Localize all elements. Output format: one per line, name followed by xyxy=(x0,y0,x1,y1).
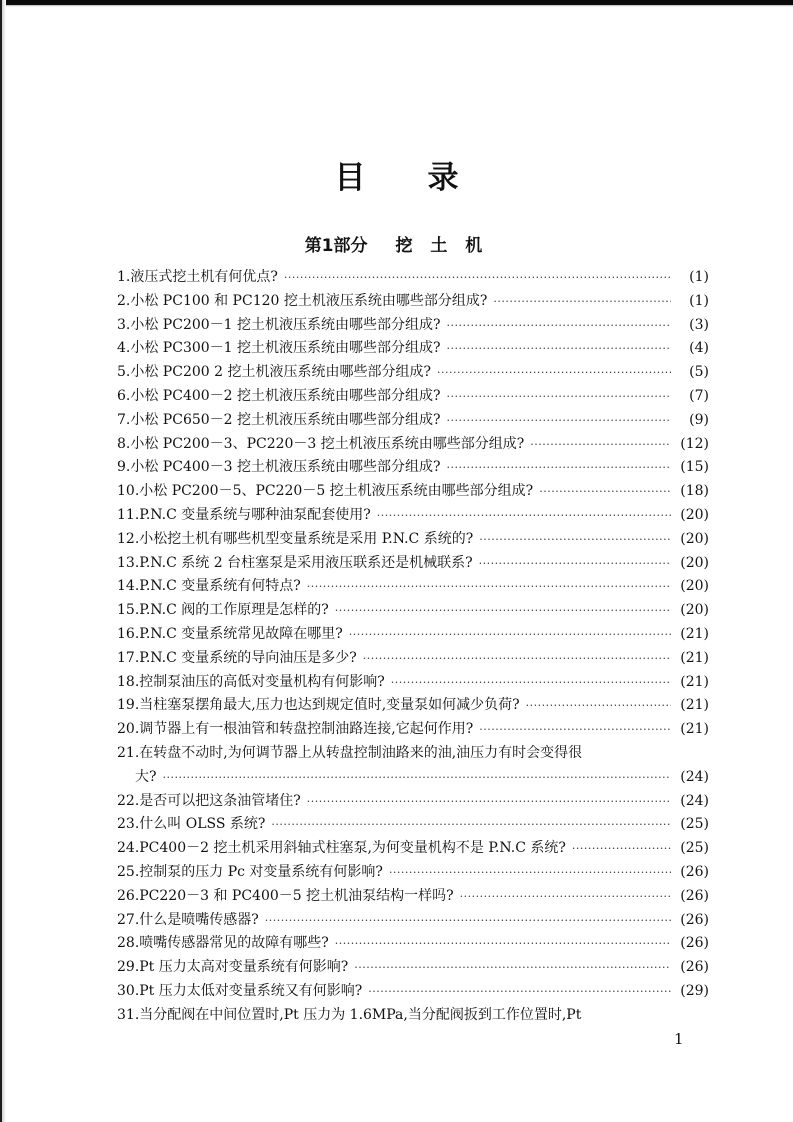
toc-entry-page: (24) xyxy=(680,768,709,785)
toc-entry-label: 25.控制泵的压力 Pc 对变量系统有何影响? xyxy=(117,863,383,880)
toc-entry[interactable] xyxy=(117,552,709,576)
toc-entry-label: 13.P.N.C 系统 2 台柱塞泵是采用液压联系还是机械联系? xyxy=(117,554,473,571)
toc-entry-page: (20) xyxy=(680,554,709,571)
dot-leader xyxy=(363,647,671,671)
toc-entry-page: (26) xyxy=(680,887,709,904)
toc-entry-label: 1.液压式挖土机有何优点? xyxy=(117,269,278,285)
toc-entry[interactable] xyxy=(117,623,709,647)
toc-entry-continuation[interactable] xyxy=(117,766,709,790)
dot-leader xyxy=(572,837,671,861)
toc-entry-page: (21) xyxy=(680,721,709,738)
toc-entry-page: (12) xyxy=(680,435,709,452)
toc-entry[interactable] xyxy=(117,337,709,361)
toc-entry-page: (25) xyxy=(680,816,709,833)
dot-leader xyxy=(493,290,671,314)
toc-entry[interactable] xyxy=(117,456,709,480)
dot-leader xyxy=(335,599,671,623)
toc-entry-label: 14.P.N.C 变量系统有何特点? xyxy=(117,578,301,595)
toc-entry-page: (26) xyxy=(680,863,709,880)
toc-entry[interactable] xyxy=(117,385,709,409)
dot-leader xyxy=(265,909,671,933)
toc-entry-page: (1) xyxy=(689,292,709,309)
toc-entry-label: 21.在转盘不动时,为何调节器上从转盘控制油路来的油,油压力有时会变得很 xyxy=(117,744,583,761)
toc-entry-label: 3.小松 PC200－1 挖土机液压系统由哪些部分组成? xyxy=(117,316,441,333)
dot-leader xyxy=(479,552,671,576)
toc-entry[interactable] xyxy=(117,885,709,909)
toc-entry-label: 11.P.N.C 变量系统与哪种油泵配套使用? xyxy=(117,506,371,523)
toc-entry-label: 大? xyxy=(135,768,157,785)
section-heading xyxy=(0,231,793,256)
toc-entry-page: (7) xyxy=(689,387,709,404)
toc-entry-label: 27.什么是喷嘴传感器? xyxy=(117,911,259,928)
toc-entry-page: (21) xyxy=(680,673,709,690)
dot-leader xyxy=(284,266,671,290)
scan-top-shadow xyxy=(6,5,793,7)
toc-entry-label: 8.小松 PC200－3、PC220－3 挖土机液压系统由哪些部分组成? xyxy=(117,435,525,452)
toc-entry[interactable] xyxy=(117,790,709,814)
toc-entry[interactable] xyxy=(117,575,709,599)
dot-leader xyxy=(349,623,671,647)
dot-leader xyxy=(163,766,671,790)
dot-leader xyxy=(447,409,671,433)
toc-entry-page: (20) xyxy=(680,506,709,523)
toc-entry-page: (26) xyxy=(680,935,709,952)
toc-entry-label: 18.控制泵油压的高低对变量机构有何影响? xyxy=(117,673,385,690)
section-part-label: 第1部分 xyxy=(304,236,368,256)
toc-entry-page: (21) xyxy=(680,625,709,642)
dot-leader xyxy=(271,813,671,837)
toc-entry[interactable] xyxy=(117,932,709,956)
toc-entry-page: (24) xyxy=(680,792,709,809)
page-number: 1 xyxy=(674,1030,684,1048)
toc-entry[interactable] xyxy=(117,290,709,314)
toc-entry[interactable] xyxy=(117,361,709,385)
toc-entry-label: 23.什么叫 OLSS 系统? xyxy=(117,816,266,833)
toc-entry-page: (5) xyxy=(689,364,709,381)
toc-entry-page: (15) xyxy=(680,459,709,476)
toc-entry[interactable] xyxy=(117,980,709,1004)
dot-leader xyxy=(479,528,671,552)
toc-entry[interactable] xyxy=(117,813,709,837)
toc-entry-label: 29.Pt 压力太高对变量系统有何影响? xyxy=(117,959,349,976)
dot-leader xyxy=(307,575,671,599)
toc-entry-page: (3) xyxy=(689,316,709,333)
dot-leader xyxy=(354,956,671,980)
toc-entry-page: (26) xyxy=(680,911,709,928)
toc-entry-label: 16.P.N.C 变量系统常见故障在哪里? xyxy=(117,625,343,642)
toc-entry-label: 5.小松 PC200 2 挖土机液压系统由哪些部分组成? xyxy=(117,364,431,381)
toc-entry-page: (1) xyxy=(689,269,709,285)
toc-entry-label: 28.喷嘴传感器常见的故障有哪些? xyxy=(117,935,329,952)
toc-entry-label: 30.Pt 压力太低对变量系统又有何影响? xyxy=(117,982,363,999)
title-char-2: 录 xyxy=(427,160,459,196)
toc-entry-label: 31.当分配阀在中间位置时,Pt 压力为 1.6MPa,当分配阀扳到工作位置时,Pt xyxy=(117,1006,582,1023)
toc-entry[interactable] xyxy=(117,528,709,552)
dot-leader xyxy=(447,314,671,338)
toc-entry[interactable] xyxy=(117,1004,709,1028)
toc-entry[interactable] xyxy=(117,956,709,980)
toc-entry-label: 19.当柱塞泵摆角最大,压力也达到规定值时,变量泵如何减少负荷? xyxy=(117,697,520,714)
toc-entry-page: (18) xyxy=(680,483,709,500)
toc-entry-page: (20) xyxy=(680,602,709,619)
toc-entry[interactable] xyxy=(117,861,709,885)
toc-entry-page: (21) xyxy=(680,697,709,714)
section-word-3: 机 xyxy=(465,236,483,256)
section-word-1: 挖 xyxy=(395,236,413,256)
dot-leader xyxy=(447,456,671,480)
toc-entry[interactable] xyxy=(117,694,709,718)
toc-entry-label: 4.小松 PC300－1 挖土机液压系统由哪些部分组成? xyxy=(117,340,441,357)
toc-entry-label: 24.PC400－2 挖土机采用斜轴式柱塞泵,为何变量机构不是 P.N.C 系统? xyxy=(117,840,566,857)
title-char-1: 目 xyxy=(334,160,366,196)
toc-entry-label: 12.小松挖土机有哪些机型变量系统是采用 P.N.C 系统的? xyxy=(117,530,474,547)
toc-entry[interactable] xyxy=(117,504,709,528)
dot-leader xyxy=(437,361,671,385)
toc-entry-label: 6.小松 PC400－2 挖土机液压系统由哪些部分组成? xyxy=(117,387,441,404)
section-word-2: 土 xyxy=(430,236,448,256)
toc-entry-label: 10.小松 PC200－5、PC220－5 挖土机液压系统由哪些部分组成? xyxy=(117,483,534,500)
dot-leader xyxy=(447,337,671,361)
dot-leader xyxy=(526,694,671,718)
dot-leader xyxy=(391,671,671,695)
toc-entry-page: (20) xyxy=(680,530,709,547)
table-of-contents xyxy=(117,266,709,1028)
dot-leader xyxy=(530,433,671,457)
toc-entry[interactable] xyxy=(117,433,709,457)
toc-entry[interactable] xyxy=(117,742,709,766)
toc-entry-label: 17.P.N.C 变量系统的导向油压是多少? xyxy=(117,649,357,666)
toc-entry[interactable] xyxy=(117,647,709,671)
toc-entry[interactable] xyxy=(117,718,709,742)
toc-entry-page: (20) xyxy=(680,578,709,595)
toc-entry-page: (29) xyxy=(680,982,709,999)
toc-entry-label: 7.小松 PC650－2 挖土机液压系统由哪些部分组成? xyxy=(117,411,441,428)
toc-entry-page: (9) xyxy=(689,411,709,428)
toc-entry-label: 22.是否可以把这条油管堵住? xyxy=(117,792,301,809)
toc-entry[interactable] xyxy=(117,314,709,338)
toc-entry[interactable] xyxy=(117,837,709,861)
toc-entry[interactable] xyxy=(117,671,709,695)
dot-leader xyxy=(389,861,671,885)
dot-leader xyxy=(307,790,671,814)
page-title xyxy=(0,152,793,197)
toc-entry-label: 26.PC220－3 和 PC400－5 挖土机油泵结构一样吗? xyxy=(117,887,454,904)
toc-entry-label: 15.P.N.C 阀的工作原理是怎样的? xyxy=(117,602,329,619)
toc-entry[interactable] xyxy=(117,909,709,933)
toc-entry-page: (4) xyxy=(689,340,709,357)
toc-entry-label: 20.调节器上有一根油管和转盘控制油路连接,它起何作用? xyxy=(117,721,474,738)
toc-entry-page: (21) xyxy=(680,649,709,666)
toc-entry-label: 2.小松 PC100 和 PC120 挖土机液压系统由哪些部分组成? xyxy=(117,292,488,309)
toc-entry-page: (26) xyxy=(680,959,709,976)
dot-leader xyxy=(335,932,671,956)
dot-leader xyxy=(479,718,671,742)
toc-entry[interactable] xyxy=(117,599,709,623)
toc-entry-label: 9.小松 PC400－3 挖土机液压系统由哪些部分组成? xyxy=(117,459,441,476)
dot-leader xyxy=(539,480,671,504)
toc-entry[interactable] xyxy=(117,480,709,504)
dot-leader xyxy=(447,385,671,409)
toc-entry[interactable] xyxy=(117,409,709,433)
dot-leader xyxy=(377,504,671,528)
dot-leader xyxy=(368,980,671,1004)
toc-entry[interactable] xyxy=(117,266,709,290)
dot-leader xyxy=(460,885,671,909)
toc-entry-page: (25) xyxy=(680,840,709,857)
